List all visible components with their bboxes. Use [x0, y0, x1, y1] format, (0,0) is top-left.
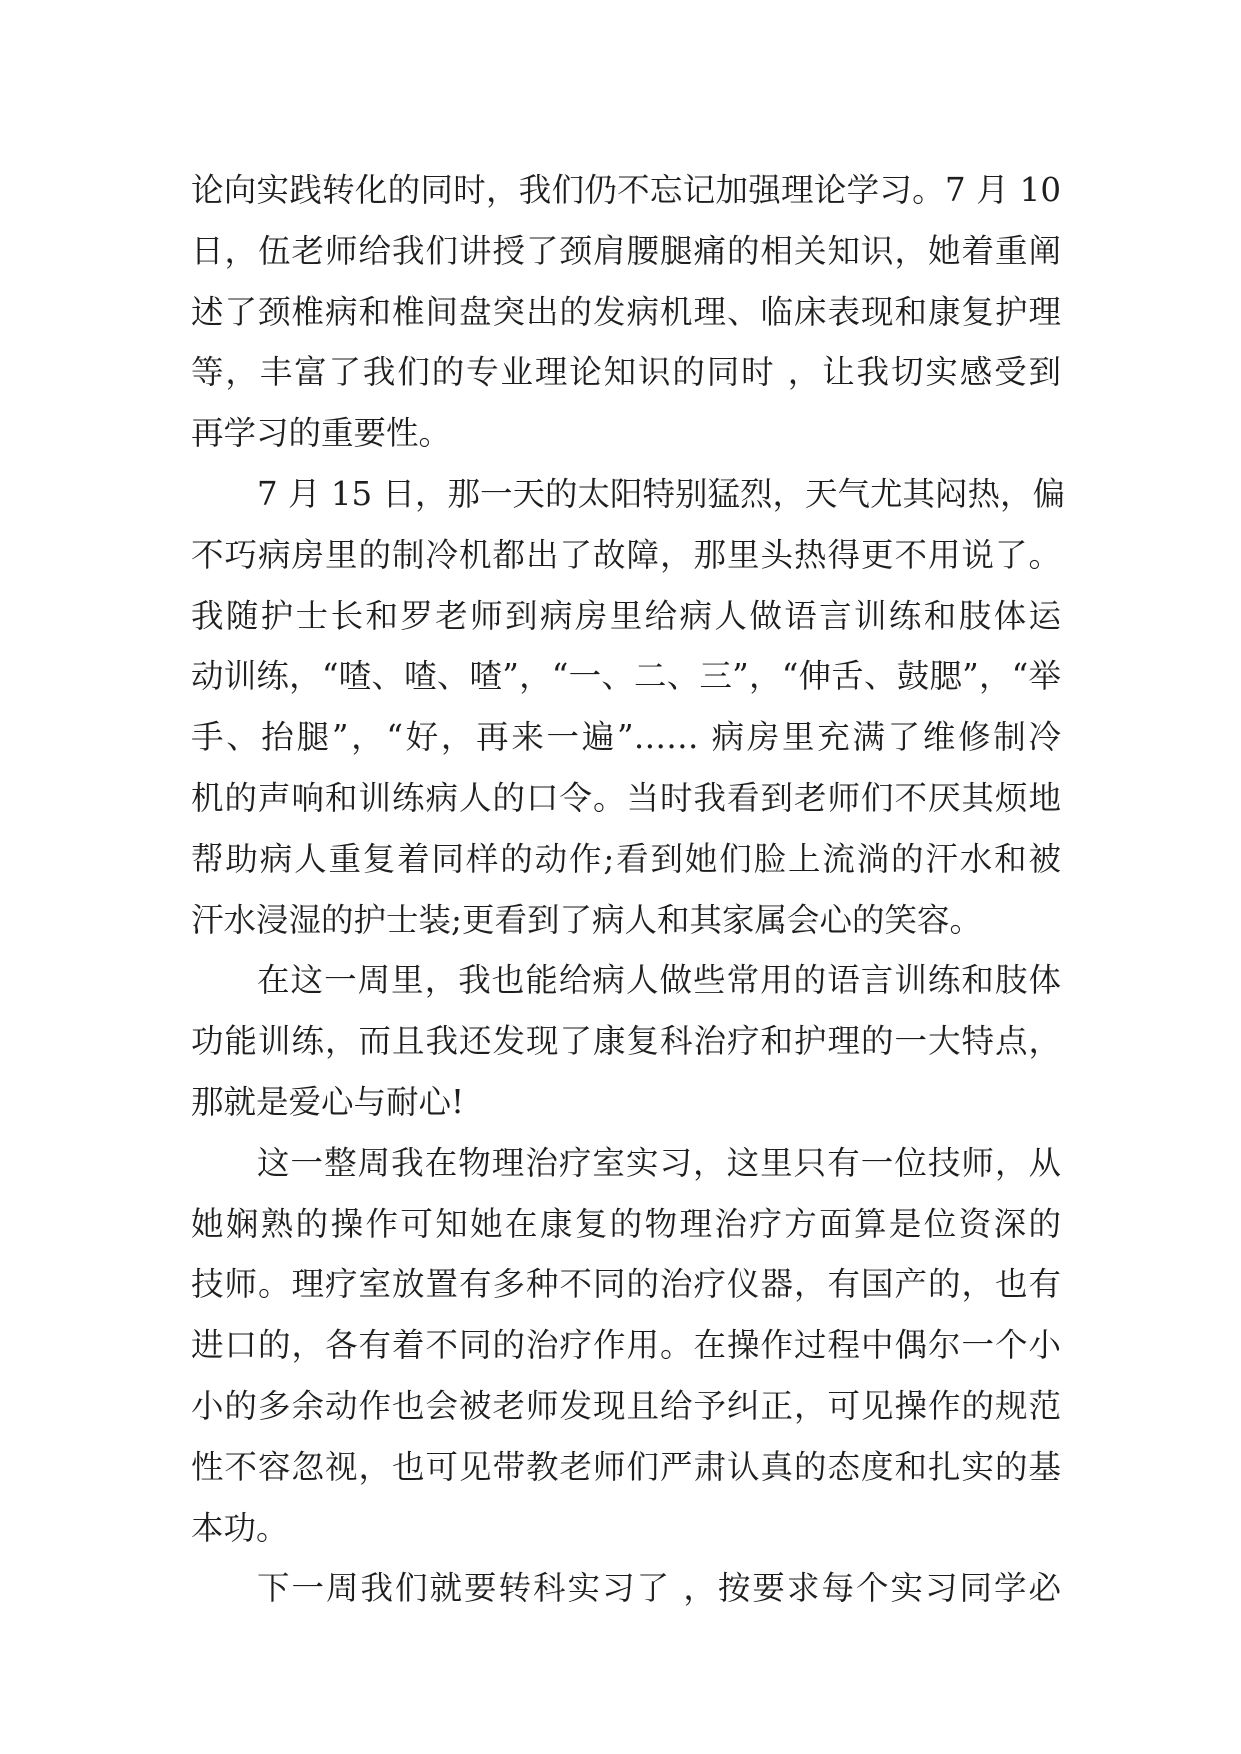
text-line: 小的多余动作也会被老师发现且给予纠正，可见操作的规范: [191, 1386, 1061, 1425]
text-line: 本功。: [191, 1508, 289, 1547]
text-line: 论向实践转化的同时，我们仍不忘记加强理论学习。7 月 10: [191, 171, 1061, 209]
text-line: 技师。理疗室放置有多种不同的治疗仪器，有国产的，也有: [191, 1265, 1061, 1304]
text-line: 汗水浸湿的护士装;更看到了病人和其家属会心的笑容。: [191, 900, 982, 939]
body-text: [191, 160, 1066, 1619]
text-line: 功能训练，而且我还发现了康复科治疗和护理的一大特点，: [191, 1022, 1061, 1061]
text-line: 动训练，“喳、喳、喳”，“一、二、三”，“伸舌、鼓腮”，“举: [191, 657, 1061, 696]
text-line: 那就是爱心与耐心!: [191, 1082, 465, 1121]
text-line: 帮助病人重复着同样的动作;看到她们脸上流淌的汗水和被: [191, 839, 1061, 878]
text-line: 我随护士长和罗老师到病房里给病人做语言训练和肢体运: [191, 596, 1061, 635]
text-line: 不巧病房里的制冷机都出了故障，那里头热得更不用说了。: [191, 535, 1061, 574]
text-line: 等，丰富了我们的专业理论知识的同时 ，让我切实感受到: [191, 353, 1061, 392]
text-line: 手、抬腿”，“好，再来一遍”…… 病房里充满了维修制冷: [191, 718, 1061, 757]
text-line: 7 月 15 日，那一天的太阳特别猛烈，天气尤其闷热，偏: [257, 474, 1066, 513]
text-line: 再学习的重要性。: [191, 414, 452, 453]
text-line: 下一周我们就要转科实习了 ，按要求每个实习同学必: [257, 1569, 1061, 1608]
text-line: 日，伍老师给我们讲授了颈肩腰腿痛的相关知识，她着重阐: [191, 231, 1061, 270]
text-line: 这一整周我在物理治疗室实习，这里只有一位技师，从: [257, 1143, 1061, 1182]
text-line: 述了颈椎病和椎间盘突出的发病机理、临床表现和康复护理: [191, 292, 1061, 331]
text-line: 机的声响和训练病人的口令。当时我看到老师们不厌其烦地: [191, 778, 1061, 817]
text-line: 她娴熟的操作可知她在康复的物理治疗方面算是位资深的: [191, 1204, 1061, 1243]
text-line: 性不容忽视，也可见带教老师们严肃认真的态度和扎实的基: [191, 1447, 1061, 1486]
text-line: 在这一周里，我也能给病人做些常用的语言训练和肢体: [257, 961, 1061, 1000]
text-line: 进口的，各有着不同的治疗作用。在操作过程中偶尔一个小: [191, 1326, 1061, 1365]
